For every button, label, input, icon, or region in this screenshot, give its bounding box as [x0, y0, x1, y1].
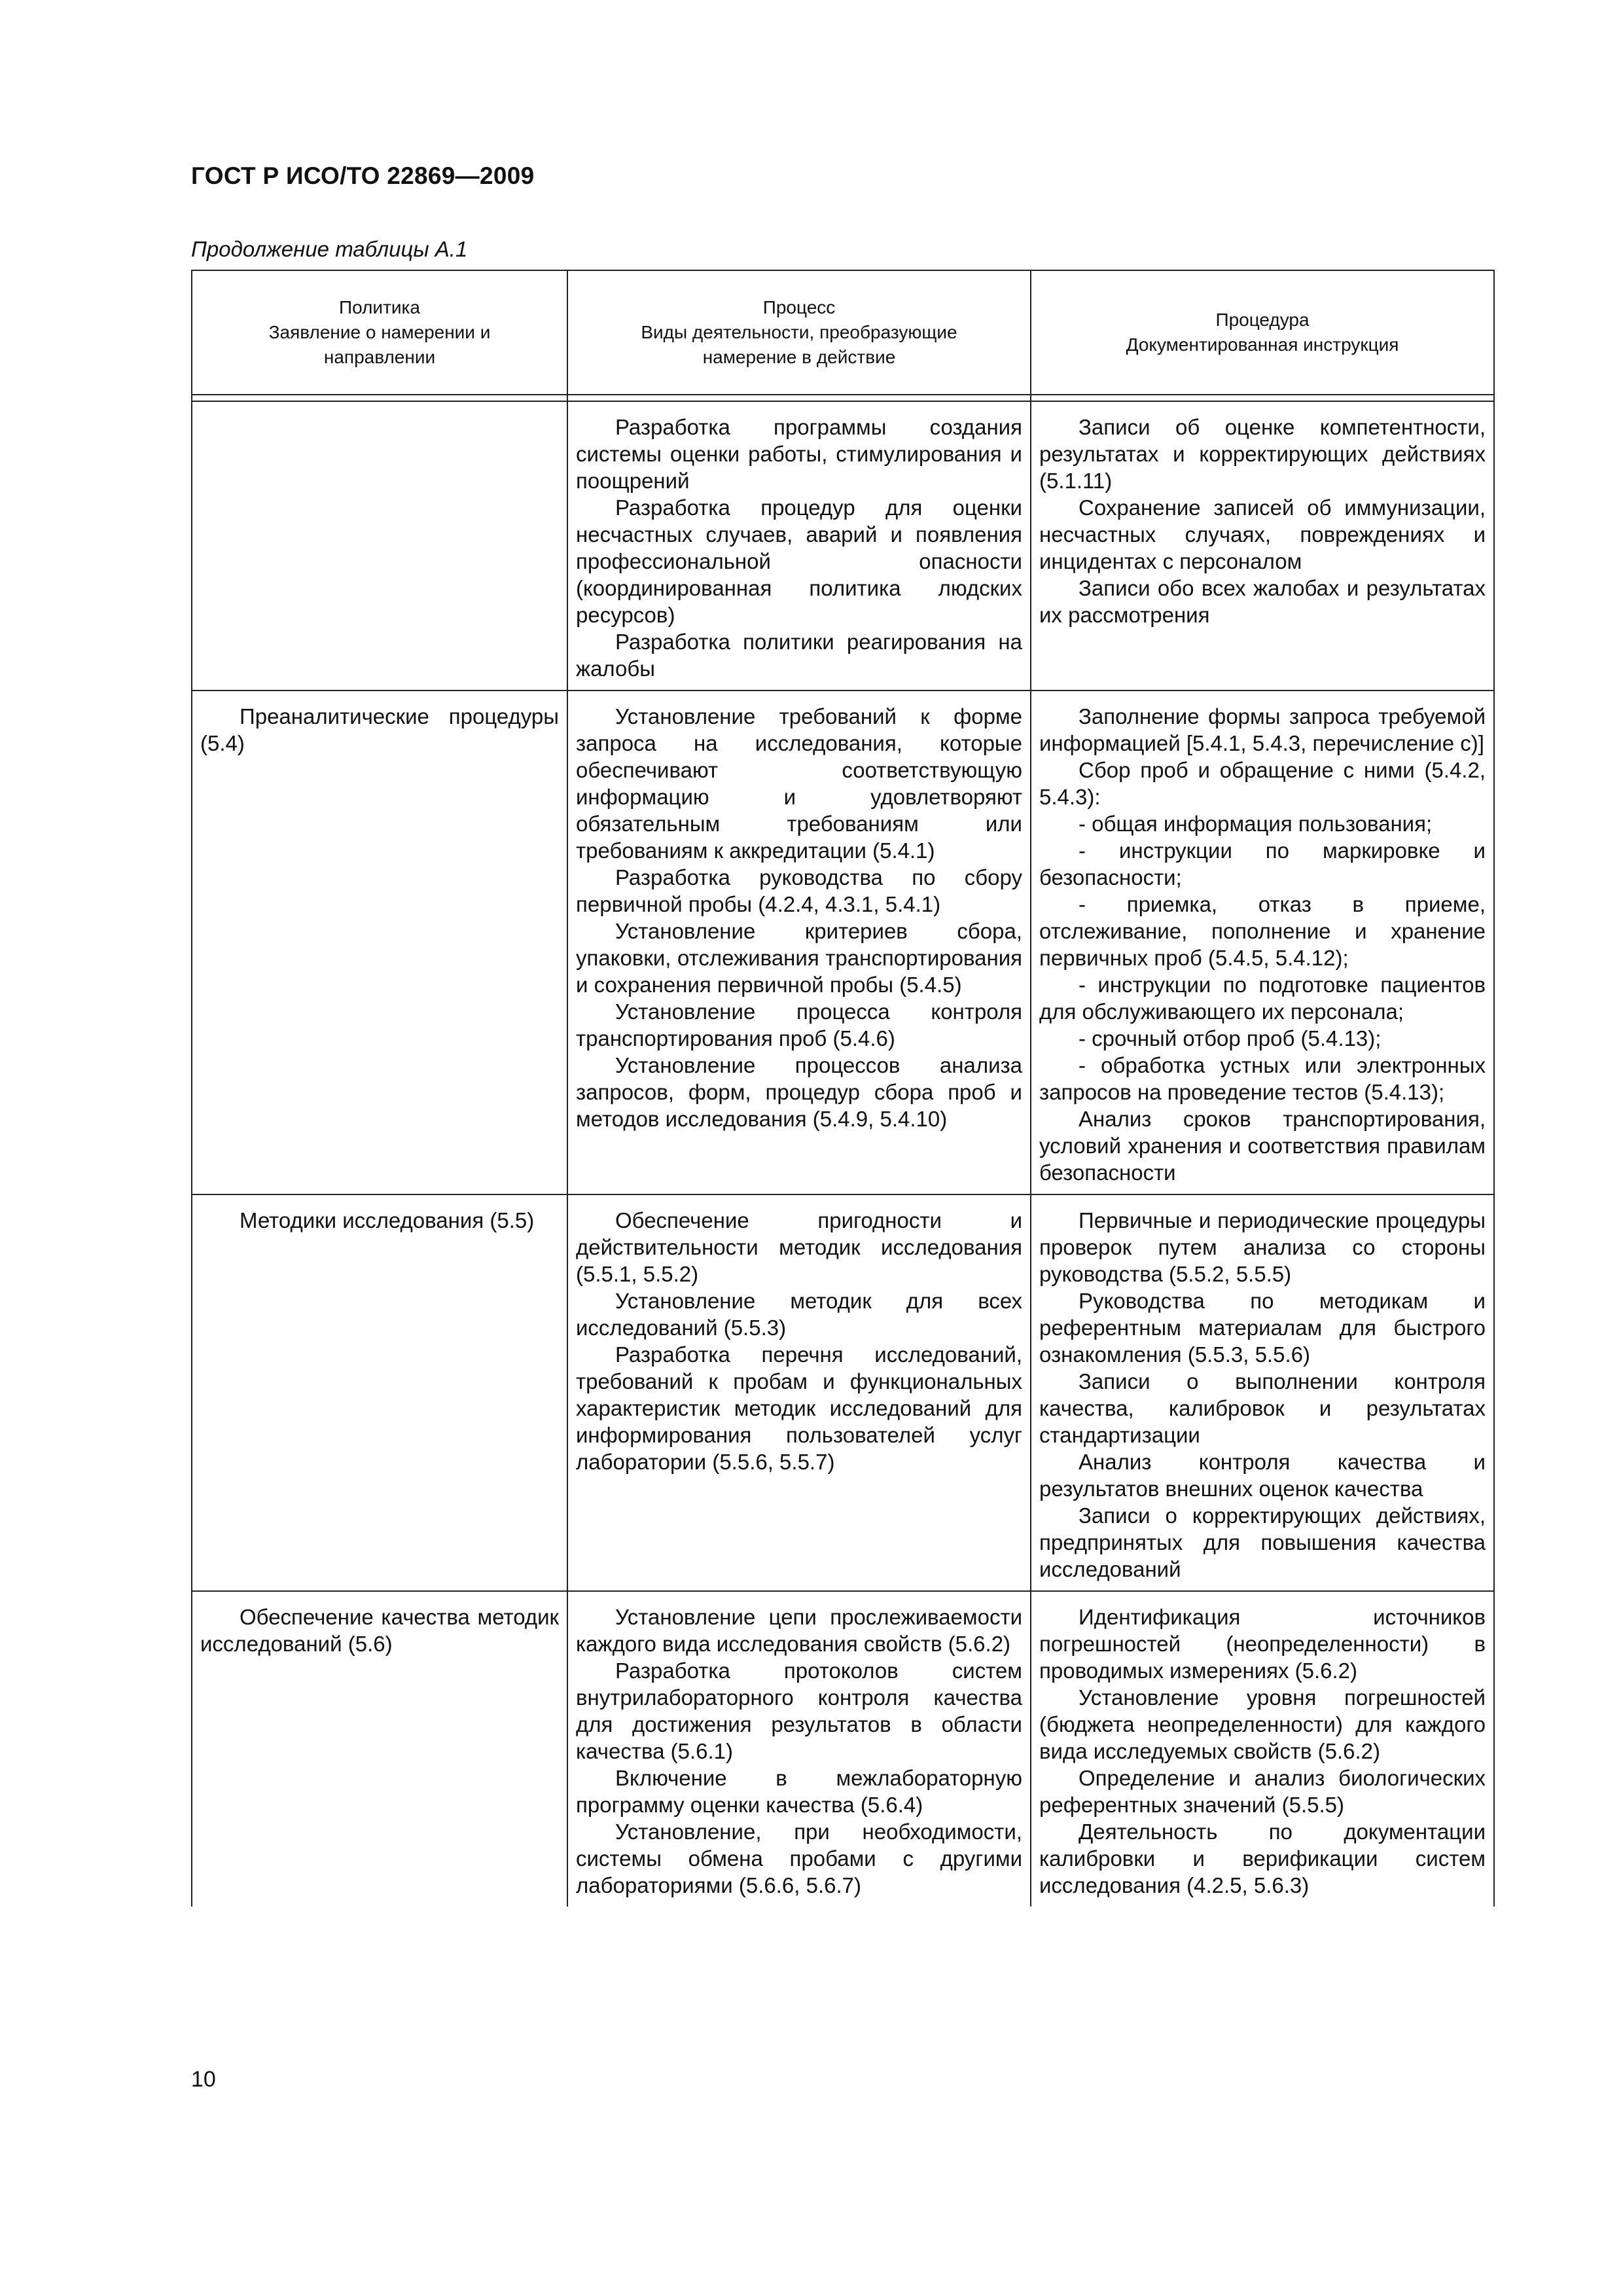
process-cell — [567, 1194, 1031, 1591]
column-header-line: Документированная инструкция — [1126, 334, 1399, 355]
process-paragraph: Установление, при необходимости, системы обмена пробами с другими лабораториями (5.6.6, 5.6.7) — [576, 1820, 1022, 1897]
policy-paragraph: Преаналитические процедуры (5.4) — [200, 704, 559, 755]
procedure-paragraph: Сохранение записей об иммунизации, несчастных случаях, повреждениях и инцидентах с персоналом — [1039, 495, 1486, 573]
procedure-paragraph: Руководства по методикам и референтным материалам для быстрого ознакомления (5.5.3, 5.5.6) — [1039, 1289, 1486, 1367]
document-header: ГОСТ Р ИСО/ТО 22869—2009 — [191, 162, 535, 189]
process-paragraph: Установление методик для всех исследований (5.5.3) — [576, 1289, 1022, 1340]
process-cell — [567, 691, 1031, 1194]
procedure-cell — [1031, 1194, 1494, 1591]
process-cell — [567, 401, 1031, 691]
procedure-paragraph: - инструкции по подготовке пациентов для обслуживающего их персонала; — [1039, 973, 1486, 1024]
procedure-paragraph: Определение и анализ биологических референтных значений (5.5.5) — [1039, 1766, 1486, 1817]
process-paragraph: Установление процесса контроля транспортирования проб (5.4.6) — [576, 999, 1022, 1050]
table-row — [192, 401, 1494, 691]
column-header-policy — [192, 270, 567, 395]
table-row — [192, 1591, 1494, 1907]
process-paragraph: Разработка процедур для оценки несчастных случаев, аварий и появления профессиональной опасности (координированная политика людских ресурсов) — [576, 495, 1022, 627]
procedure-paragraph: - обработка устных или электронных запросов на проведение тестов (5.4.13); — [1039, 1053, 1486, 1104]
column-header-line: Виды деятельности, преобразующие — [641, 322, 957, 342]
procedure-paragraph: Первичные и периодические процедуры проверок путем анализа со стороны руководства (5.5.2, 5.5.5) — [1039, 1208, 1486, 1286]
process-paragraph: Установление процессов анализа запросов, форм, процедур сбора проб и методов исследования (5.4.9, 5.4.10) — [576, 1053, 1022, 1131]
procedure-paragraph: Заполнение формы запроса требуемой информацией [5.4.1, 5.4.3, перечисление с)] — [1039, 704, 1486, 755]
process-paragraph: Разработка перечня исследований, требований к пробам и функциональных характеристик методик исследований для информирования пользователей услуг лаборатории (5.5.6, 5.5.7) — [576, 1342, 1022, 1474]
requirements-table — [191, 270, 1495, 1907]
procedure-cell — [1031, 401, 1494, 691]
header-separator — [192, 395, 1494, 401]
procedure-paragraph: Анализ сроков транспортирования, условий хранения и соответствия правилам безопасности — [1039, 1107, 1486, 1185]
table-header-row — [192, 270, 1494, 395]
process-cell — [567, 1591, 1031, 1907]
table-body — [192, 401, 1494, 1907]
column-header-line: Заявление о намерении и — [268, 322, 491, 342]
policy-paragraph: Обеспечение качества методик исследований (5.6) — [200, 1605, 559, 1656]
process-paragraph: Установление цепи прослеживаемости каждого вида исследования свойств (5.6.2) — [576, 1605, 1022, 1656]
column-header-line: Процесс — [762, 297, 836, 317]
policy-paragraph: Методики исследования (5.5) — [240, 1208, 535, 1232]
process-paragraph: Разработка программы создания системы оценки работы, стимулирования и поощрений — [576, 415, 1022, 493]
procedure-paragraph: Сбор проб и обращение с ними (5.4.2, 5.4.3): — [1039, 758, 1486, 809]
page-number: 10 — [191, 2067, 216, 2092]
column-header-process — [567, 270, 1031, 395]
procedure-paragraph: Установление уровня погрешностей (бюджета неопределенности) для каждого вида исследуемых свойств (5.6.2) — [1039, 1685, 1486, 1763]
column-header-line: Политика — [339, 297, 420, 317]
table-row — [192, 691, 1494, 1194]
procedure-cell — [1031, 691, 1494, 1194]
column-header-line: Процедура — [1215, 310, 1310, 330]
policy-cell — [192, 691, 567, 1194]
column-header-procedure — [1031, 270, 1494, 395]
procedure-paragraph: Деятельность по документации калибровки и верификации систем исследования (4.2.5, 5.6.3) — [1039, 1820, 1486, 1897]
process-paragraph: Разработка политики реагирования на жалобы — [576, 630, 1022, 681]
procedure-paragraph: - общая информация пользования; — [1079, 812, 1433, 836]
process-paragraph: Установление требований к форме запроса на исследования, которые обеспечивают соответствующую информацию и удовлетворяют обязательным требованиям или требованиям к аккредитации (5.4.1) — [576, 704, 1022, 863]
column-header-line: направлении — [323, 347, 436, 367]
procedure-cell — [1031, 1591, 1494, 1907]
process-paragraph: Разработка протоколов систем внутрилабораторного контроля качества для достижения результатов в области качества (5.6.1) — [576, 1659, 1022, 1763]
procedure-paragraph: Записи обо всех жалобах и результатах их рассмотрения — [1039, 576, 1486, 627]
procedure-paragraph: - срочный отбор проб (5.4.13); — [1079, 1026, 1382, 1050]
process-paragraph: Разработка руководства по сбору первичной пробы (4.2.4, 4.3.1, 5.4.1) — [576, 865, 1022, 916]
table-row — [192, 1194, 1494, 1591]
procedure-paragraph: Идентификация источников погрешностей (неопределенности) в проводимых измерениях (5.6.2) — [1039, 1605, 1486, 1683]
process-paragraph: Включение в межлабораторную программу оценки качества (5.6.4) — [576, 1766, 1022, 1817]
procedure-paragraph: Записи о выполнении контроля качества, калибровок и результатах стандартизации — [1039, 1369, 1486, 1447]
procedure-paragraph: Записи о корректирующих действиях, предпринятых для повышения качества исследований — [1039, 1503, 1486, 1581]
column-header-line: намерение в действие — [702, 347, 896, 367]
procedure-paragraph: Записи об оценке компетентности, результатах и корректирующих действиях (5.1.11) — [1039, 415, 1486, 493]
process-paragraph: Установление критериев сбора, упаковки, отслеживания транспортирования и сохранения первичной пробы (5.4.5) — [576, 919, 1022, 997]
procedure-paragraph: - инструкции по маркировке и безопасности; — [1039, 838, 1486, 889]
process-paragraph: Обеспечение пригодности и действительности методик исследования (5.5.1, 5.5.2) — [576, 1208, 1022, 1286]
policy-cell — [192, 1591, 567, 1907]
procedure-paragraph: Анализ контроля качества и результатов внешних оценок качества — [1039, 1450, 1486, 1501]
policy-cell — [192, 1194, 567, 1591]
table-caption: Продолжение таблицы А.1 — [191, 237, 468, 261]
procedure-paragraph: - приемка, отказ в приеме, отслеживание, пополнение и хранение первичных проб (5.4.5, 5.4.12); — [1039, 892, 1486, 970]
policy-cell — [192, 401, 567, 691]
